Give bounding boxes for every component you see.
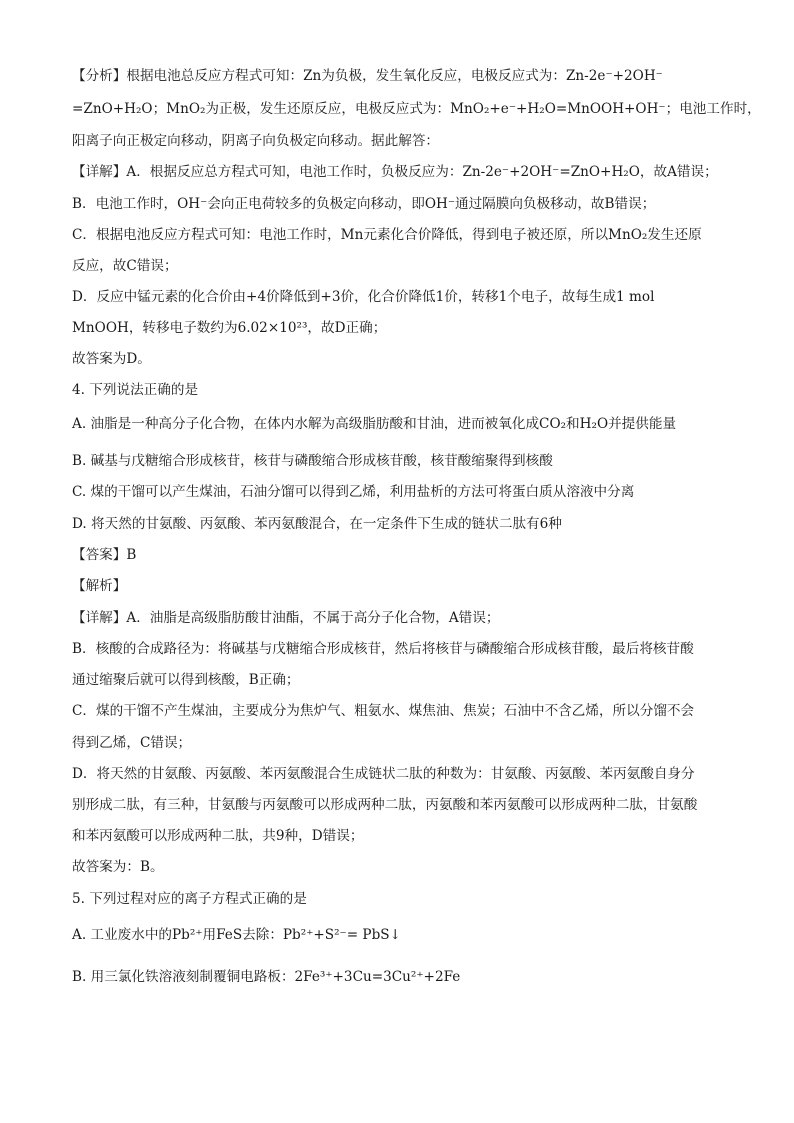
analysis-line-3: 阳离子向正极定向移动，阴离子向负极定向移动。据此解答： xyxy=(72,133,440,149)
question-4-detail-d-2: 别形成二肽，有三种，甘氨酸与丙氨酸可以形成两种二肽，丙氨酸和苯丙氨酸可以形成两种二肽，甘氨酸 xyxy=(72,797,698,813)
question-4-analysis-heading: 【解析】 xyxy=(72,578,127,594)
question-4-option-b: B. 碱基与戊糖缩合形成核苷，核苷与磷酸缩合形成核苷酸，核苷酸缩聚得到核酸 xyxy=(72,453,553,469)
question-5-option-a: A. 工业废水中的Pb²⁺用FeS去除：Pb²⁺+S²⁻= PbS↓ xyxy=(72,927,401,943)
question-5-stem: 5. 下列过程对应的离子方程式正确的是 xyxy=(72,891,307,907)
question-4-detail-d-3: 和苯丙氨酸可以形成两种二肽，共9种，D错误； xyxy=(72,828,364,844)
question-4-detail-b-1: B．核酸的合成路径为：将碱基与戊糖缩合形成核苷，然后将核苷与磷酸缩合形成核苷酸，最后将核苷酸 xyxy=(72,641,694,657)
question-4-option-a: A. 油脂是一种高分子化合物，在体内水解为高级脂肪酸和甘油，进而被氧化成CO₂和H₂O并提供能量 xyxy=(72,416,677,432)
analysis-line-1: 【分析】根据电池总反应方程式可知：Zn为负极，发生氧化反应，电极反应式为：Zn-2e⁻+2OH⁻ xyxy=(72,68,663,84)
detail-line-c-2: 反应，故C错误； xyxy=(72,258,178,274)
detail-line-b: B．电池工作时，OH⁻会向正电荷较多的负极定向移动，即OH⁻通过隔膜向负极移动，故B错误； xyxy=(72,196,656,212)
detail-line-c-1: C．根据电池反应方程式可知：电池工作时，Mn元素化合价降低，得到电子被还原，所以MnO₂发生还原 xyxy=(72,227,702,243)
question-4-summary: 故答案为：B。 xyxy=(72,859,164,875)
question-4-detail-d-1: D．将天然的甘氨酸、丙氨酸、苯丙氨酸混合生成链状二肽的种数为：甘氨酸、丙氨酸、苯丙氨酸自身分 xyxy=(72,766,695,782)
answer-summary-3: 故答案为D。 xyxy=(72,351,151,367)
question-4-detail-b-2: 通过缩聚后就可以得到核酸，B正确； xyxy=(72,672,300,688)
detail-line-a: 【详解】A．根据反应总方程式可知，电池工作时，负极反应为：Zn-2e⁻+2OH⁻=ZnO+H₂O，故A错误； xyxy=(72,164,718,180)
analysis-line-2: =ZnO+H₂O；MnO₂为正极，发生还原反应，电极反应式为：MnO₂+e⁻+H₂O=MnOOH+OH⁻；电池工作时， xyxy=(72,101,761,117)
question-4-detail-a: 【详解】A．油脂是高级脂肪酸甘油酯，不属于高分子化合物，A错误； xyxy=(72,610,500,626)
question-4-detail-c-1: C．煤的干馏不产生煤油，主要成分为焦炉气、粗氨水、煤焦油、焦炭；石油中不含乙烯，所以分馏不会 xyxy=(72,703,695,719)
detail-line-d-2: MnOOH，转移电子数约为6.02×10²³，故D正确； xyxy=(72,320,387,336)
question-4-detail-c-2: 得到乙烯，C错误； xyxy=(72,735,192,751)
detail-line-d-1: D．反应中锰元素的化合价由+4价降低到+3价，化合价降低1价，转移1个电子，故每生成1 mol xyxy=(72,289,655,305)
question-4-option-c: C. 煤的干馏可以产生煤油，石油分馏可以得到乙烯，利用盐析的方法可将蛋白质从溶液中分离 xyxy=(72,484,635,500)
question-5-option-b: B. 用三氯化铁溶液刻制覆铜电路板：2Fe³⁺+3Cu=3Cu²⁺+2Fe xyxy=(72,969,461,985)
question-4-answer: 【答案】B xyxy=(72,547,137,563)
question-4-option-d: D. 将天然的甘氨酸、丙氨酸、苯丙氨酸混合，在一定条件下生成的链状二肽有6种 xyxy=(72,516,562,532)
question-4-stem: 4. 下列说法正确的是 xyxy=(72,382,199,398)
